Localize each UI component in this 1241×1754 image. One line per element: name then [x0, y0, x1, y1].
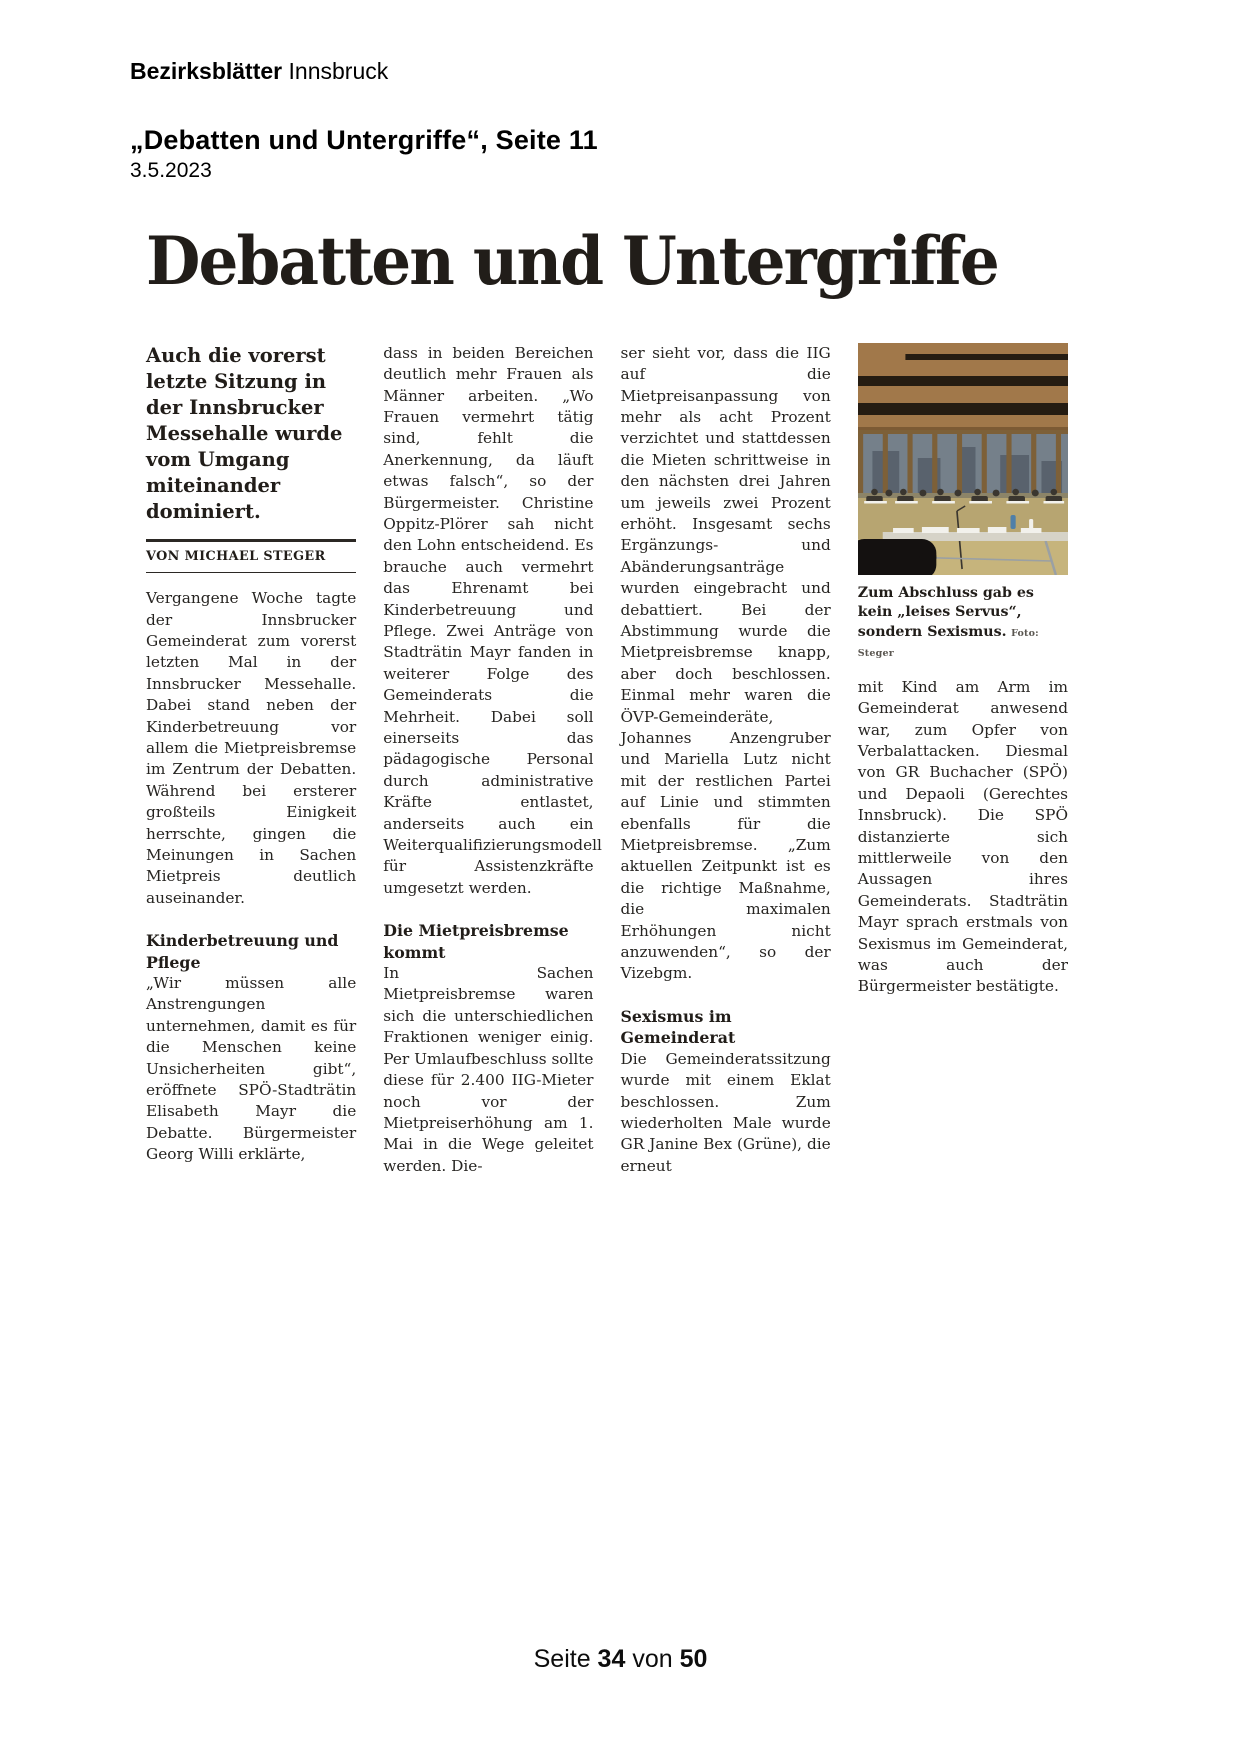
article-column-2 [383, 343, 602, 1177]
article-columns [146, 343, 1068, 1177]
page-number-footer [0, 1645, 1241, 1674]
article-paragraph: „Wir müssen alle Anstrengungen unternehmen, damit es für die Menschen keine Unsicherheiten gibt“, eröffnete SPÖ-Stadträtin Elisabeth Mayr die Debatte. Bürgermeister Georg Willi erklärte, [146, 974, 357, 1164]
photo-caption [858, 584, 1068, 664]
article-headline: Debatten und Untergriffe [146, 222, 998, 300]
footer-of-word: von [632, 1645, 673, 1673]
footer-page-word: Seite [533, 1645, 591, 1673]
photo-credit: Foto: Steger [857, 627, 1039, 660]
article-paragraph: ser sieht vor, dass die IIG auf die Mietpreisanpassung von mehr als acht Prozent verzichtet und stattdessen die Mieten schrittweise in den nächsten drei Jahren um jeweils zwei Prozent erhöht. Insgesamt sechs Ergänzungs- und Abänderungsanträge wurden eingebracht und debattiert. Bei der Abstimmung wurde die Mietpreisbremse knapp, aber doch beschlossen. Einmal mehr waren die ÖVP-Gemeinderäte, Johannes Anzengruber und Mariella Lutz nicht mit der restlichen Partei auf Linie und stimmten ebenfalls für die Mietpreisbremse. „Zum aktuellen Zeitpunkt ist es die richtige Maßnahme, die maximalen Erhöhungen nicht anzuwenden“, so der Vizebgm. [620, 343, 831, 983]
article-paragraph: mit Kind am Arm im Gemeinderat anwesend war, zum Opfer von Verbalattacken. Diesmal von GR Buchacher (SPÖ) und Depaoli (Gerechtes Innsbruck). Die SPÖ distanzierte sich mittlerweile von den Aussagen ihres Gemeinderats. Stadträtin Mayr sprach erstmals von Sexismus im Gemeinderat, was auch der Bürgermeister bestätigte. [857, 677, 1068, 996]
footer-total-pages: 50 [679, 1645, 708, 1673]
article-paragraph: Vergangene Woche tagte der Innsbrucker Gemeinderat zum vorerst letzten Mal in der Innsbrucker Messehalle. Dabei stand neben der Kinderbetreuung vor allem die Mietpreisbremse im Zentrum der Debatten. Während bei ersterer großteils Einigkeit herrschte, gingen die Meinungen in Sachen Mietpreis deutlich auseinander. [146, 589, 357, 907]
publication-name-city: Innsbruck [288, 58, 389, 84]
meeting-hall-photo-graphic [858, 343, 1068, 575]
article-paragraph: dass in beiden Bereichen deutlich mehr Frauen als Männer arbeiten. „Wo Frauen vermehrt tätig sind, fehlt die Anerkennung, da läuft etwas falsch“, so der Bürgermeister. Christine Oppitz-Plörer sah nicht den Lohn entscheidend. Es brauche auch vermehrt das Ehrenamt bei Kinderbetreuung und Pflege. Zwei Anträge von Stadträtin Mayr fanden in weiterer Folge des Gemeinderats die Mehrheit. Dabei soll einerseits das pädagogische Personal durch administrative Kräfte entlastet, anderseits auch ein Weiterqualifizierungsmodell für Assistenzkräfte umgesetzt werden. [383, 343, 602, 897]
article-paragraph: Die Gemeinderatssitzung wurde mit einem Eklat beschlossen. Zum wiederholten Male wurde GR Janine Bex (Grüne), die erneut [620, 1049, 831, 1175]
article-column-4 [858, 343, 1068, 1177]
newspaper-article [146, 222, 1068, 1177]
clipping-header [130, 58, 598, 183]
meeting-hall-photo [858, 343, 1068, 575]
article-column-1 [146, 343, 356, 1177]
clipping-date: 3.5.2023 [130, 159, 212, 182]
article-subhead-kinderbetreuung: Kinderbetreuung und Pflege [146, 931, 339, 972]
clipping-title: „Debatten und Untergriffe“, Seite 11 [130, 125, 598, 155]
publication-name-bold: Bezirksblätter [130, 58, 283, 84]
article-column-3 [621, 343, 831, 1177]
footer-current-page: 34 [597, 1645, 626, 1673]
article-byline: VON MICHAEL STEGER [146, 539, 356, 573]
office-chair-silhouette [858, 539, 936, 575]
article-lede: Auch die vorerst letzte Sitzung in der Innsbrucker Messehalle wurde vom Umgang miteinander dominiert. [146, 343, 343, 523]
article-subhead-mietpreisbremse: Die Mietpreisbremse kommt [383, 921, 569, 962]
photo-caption-text: Zum Abschluss gab es kein „leises Servus“, sondern Sexismus. [857, 584, 1034, 640]
article-subhead-sexismus: Sexismus im Gemeinderat [620, 1006, 736, 1048]
publication-name [130, 58, 598, 85]
article-paragraph: In Sachen Mietpreisbremse waren sich die unterschiedlichen Fraktionen weniger einig. Per Umlaufbeschluss sollte diese für 2.400 IIG-Mieter noch vor der Mietpreiserhöhung am 1. Mai in die Wege geleitet werden. Die- [383, 964, 594, 1175]
